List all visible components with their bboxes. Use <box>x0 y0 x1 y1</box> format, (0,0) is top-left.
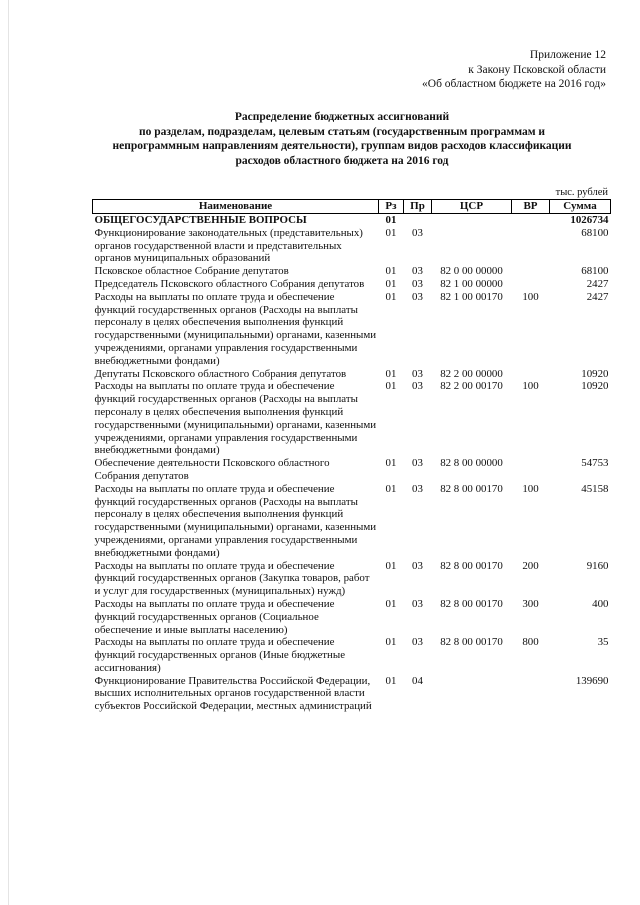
table-row <box>93 227 611 265</box>
row-vr: 100 <box>522 482 539 495</box>
row-sum: 400 <box>592 597 609 610</box>
row-sum: 10920 <box>581 380 609 393</box>
col-header-csr: ЦСР <box>432 200 512 214</box>
table-row <box>93 457 611 483</box>
row-csr: 82 1 00 00000 <box>440 277 503 290</box>
row-vr <box>512 278 550 291</box>
row-csr: 82 8 00 00170 <box>440 482 503 495</box>
row-pr: 03 <box>412 559 423 572</box>
row-rz: 01 <box>385 290 397 303</box>
row-sum: 1026734 <box>570 214 609 226</box>
row-sum: 54753 <box>581 457 609 470</box>
title-line-1: Распределение бюджетных ассигнований <box>234 111 450 123</box>
title-line-4: расходов областного бюджета на 2016 год <box>235 154 449 167</box>
row-vr <box>512 227 550 265</box>
appendix-line-1: Приложение 12 <box>529 49 606 61</box>
row-pr: 03 <box>412 380 423 393</box>
row-pr: 03 <box>412 636 423 649</box>
title-line-2: по разделам, подразделам, целевым статьям (государственным программам и <box>138 125 546 138</box>
row-rz: 01 <box>385 214 397 226</box>
row-vr <box>512 368 550 381</box>
row-sum: 35 <box>597 636 609 649</box>
row-csr <box>432 214 512 227</box>
title-line-3: непрограммным направлениям деятельности), группам видов расходов классификации <box>112 140 572 152</box>
row-rz: 01 <box>385 636 397 649</box>
row-rz: 01 <box>385 597 397 610</box>
row-sum: 10920 <box>581 367 609 380</box>
row-csr: 82 0 00 00000 <box>440 265 503 278</box>
row-name: Псковское областное Собрание депутатов <box>94 265 289 278</box>
appendix-line-3: «Об областном бюджете на 2016 год» <box>422 78 606 90</box>
row-csr: 82 2 00 00170 <box>440 380 503 393</box>
row-name: Депутаты Псковского областного Собрания депутатов <box>94 367 347 380</box>
document-title <box>72 110 612 168</box>
table-row <box>93 675 611 713</box>
col-header-sum: Сумма <box>550 200 611 214</box>
row-name: Расходы на выплаты по оплате труда и обеспечение функций государственных органов (Расходы на выплаты персоналу в целях обеспечения выполнения функций государственными (муниципальными) органами, казенными учреждениями, органами управления государственными внебюджетными фондами) <box>94 290 377 367</box>
row-pr: 03 <box>412 367 423 380</box>
col-header-rz: Рз <box>379 200 404 214</box>
table-row <box>93 636 611 674</box>
budget-table <box>92 199 611 713</box>
row-sum: 45158 <box>581 482 609 495</box>
row-rz: 01 <box>385 482 397 495</box>
row-vr <box>512 214 550 227</box>
row-name: Функционирование законодательных (представительных) органов государственной власти и представительных органов муниципальных образований <box>94 226 363 265</box>
table-header-row <box>93 200 611 214</box>
row-rz: 01 <box>385 265 397 278</box>
appendix-header <box>422 48 606 92</box>
row-vr: 100 <box>522 380 539 393</box>
row-csr: 82 1 00 00170 <box>440 290 503 303</box>
scan-edge <box>8 0 9 905</box>
row-pr: 04 <box>412 674 423 687</box>
row-name: ОБЩЕГОСУДАРСТВЕННЫЕ ВОПРОСЫ <box>94 214 307 226</box>
row-sum: 68100 <box>581 226 609 239</box>
row-name: Расходы на выплаты по оплате труда и обеспечение функций государственных органов (Расходы на выплаты персоналу в целях обеспечения выполнения функций государственными (муниципальными) органами, казенными учреждениями, органами управления государственными внебюджетными фондами) <box>94 380 377 457</box>
col-header-name: Наименование <box>93 200 379 214</box>
row-csr: 82 2 00 00000 <box>440 367 503 380</box>
row-sum: 139690 <box>575 674 609 687</box>
row-csr: 82 8 00 00000 <box>440 457 503 470</box>
row-rz: 01 <box>385 674 397 687</box>
row-csr <box>432 227 512 265</box>
row-vr: 300 <box>522 597 539 610</box>
col-header-vr: ВР <box>512 200 550 214</box>
table-row <box>93 368 611 381</box>
row-sum: 2427 <box>586 277 609 290</box>
row-vr <box>512 457 550 483</box>
row-name: Расходы на выплаты по оплате труда и обеспечение функций государственных органов (Расходы на выплаты персоналу в целях обеспечения выполнения функций государственными (муниципальными) органами, казенными учреждениями, органами управления государственными внебюджетными фондами) <box>94 482 377 559</box>
row-vr <box>512 675 550 713</box>
row-csr: 82 8 00 00170 <box>440 597 503 610</box>
appendix-line-2: к Закону Псковской области <box>468 63 606 76</box>
row-sum: 2427 <box>586 290 609 303</box>
row-pr: 03 <box>412 597 423 610</box>
table-row <box>93 214 611 227</box>
row-rz: 01 <box>385 226 397 239</box>
table-row <box>93 291 611 368</box>
table-row <box>93 380 611 457</box>
row-pr <box>404 214 432 227</box>
row-rz: 01 <box>385 457 397 470</box>
row-pr: 03 <box>412 457 423 470</box>
table-row <box>93 483 611 560</box>
row-csr: 82 8 00 00170 <box>440 559 503 572</box>
row-name: Обеспечение деятельности Псковского областного Собрания депутатов <box>94 457 330 482</box>
row-pr: 03 <box>412 265 423 278</box>
row-vr: 200 <box>522 559 539 572</box>
table-row <box>93 598 611 636</box>
row-name: Расходы на выплаты по оплате труда и обеспечение функций государственных органов (Закупка товаров, работ и услуг для государственных (муниципальных) нужд) <box>94 559 370 598</box>
row-sum: 9160 <box>586 559 609 572</box>
row-vr: 800 <box>522 636 539 649</box>
row-rz: 01 <box>385 277 397 290</box>
col-header-pr: Пр <box>404 200 432 214</box>
row-name: Председатель Псковского областного Собрания депутатов <box>94 277 365 290</box>
table-row <box>93 278 611 291</box>
row-sum: 68100 <box>581 265 609 278</box>
row-rz: 01 <box>385 367 397 380</box>
table-row <box>93 560 611 598</box>
row-name: Расходы на выплаты по оплате труда и обеспечение функций государственных органов (Иные бюджетные ассигнования) <box>94 636 346 674</box>
units-label: тыс. рублей <box>555 187 608 198</box>
row-vr <box>512 265 550 278</box>
row-vr: 100 <box>522 290 539 303</box>
row-pr: 03 <box>412 277 423 290</box>
row-csr <box>432 675 512 713</box>
row-pr: 03 <box>412 482 423 495</box>
row-pr: 03 <box>412 290 423 303</box>
row-rz: 01 <box>385 380 397 393</box>
row-pr: 03 <box>412 226 423 239</box>
row-name: Расходы на выплаты по оплате труда и обеспечение функций государственных органов (Социальное обеспечение и иные выплаты населению) <box>94 597 335 636</box>
row-csr: 82 8 00 00170 <box>440 636 503 649</box>
table-row <box>93 265 611 278</box>
row-rz: 01 <box>385 559 397 572</box>
row-name: Функционирование Правительства Российской Федерации, высших исполнительных органов государственной власти субъектов Российской Федерации, местных администраций <box>94 674 372 713</box>
